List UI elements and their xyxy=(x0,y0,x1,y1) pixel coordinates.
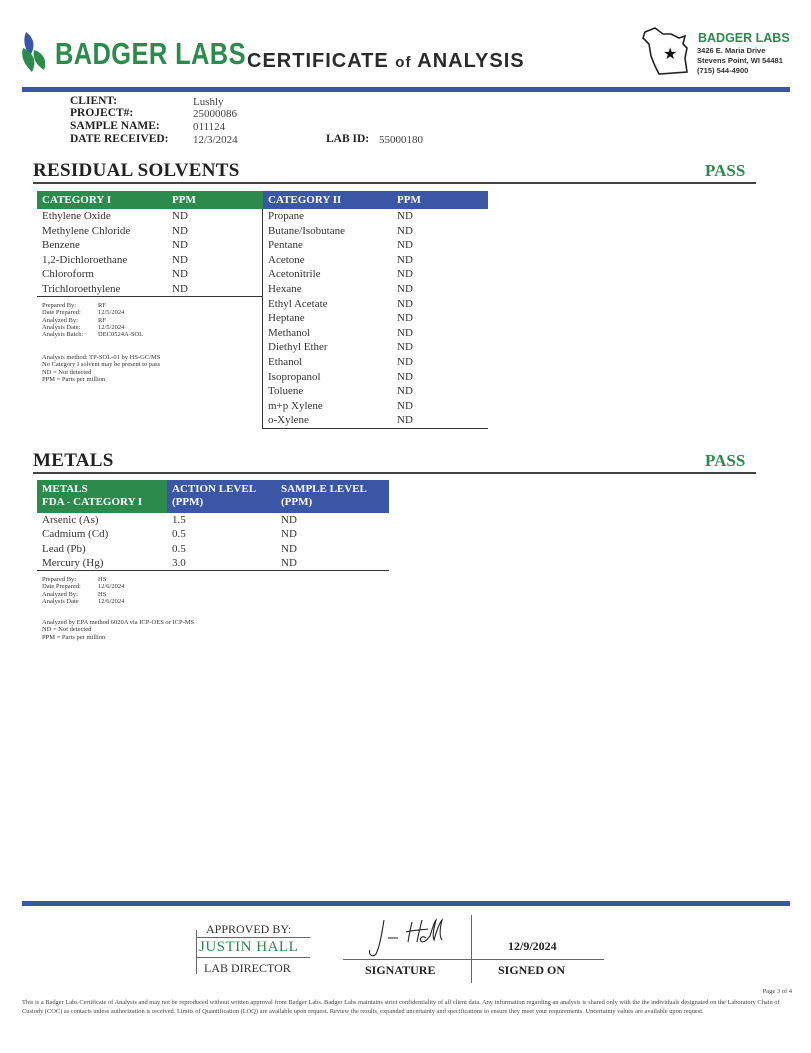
sig-divider xyxy=(471,915,472,983)
cat2-solvent-ppm: ND xyxy=(397,385,413,398)
cat2-solvent-ppm: ND xyxy=(397,210,413,222)
sample-name-label: SAMPLE NAME: xyxy=(70,120,160,132)
metals-col3-header-line2: (PPM) xyxy=(281,496,313,508)
address-line2: Stevens Point, WI 54481 xyxy=(697,56,783,65)
prep-value: 12/5/2024 xyxy=(98,323,125,331)
prep-value: HS xyxy=(98,576,107,583)
lab-phone: (715) 544-4900 xyxy=(697,66,749,75)
cat2-solvent-name: Propane xyxy=(268,210,305,222)
project-label: PROJECT#: xyxy=(70,107,134,119)
prep-value: 12/6/2024 xyxy=(98,583,125,591)
client-value: Lushly xyxy=(193,96,224,108)
metals-col3-header-line1: SAMPLE LEVEL xyxy=(281,483,367,495)
lab-id-label: LAB ID: xyxy=(326,133,370,145)
cat1-solvent-name: Trichloroethylene xyxy=(42,283,121,295)
prep-value: RF xyxy=(98,302,106,309)
client-label: CLIENT: xyxy=(70,95,118,107)
cat2-header: CATEGORY II xyxy=(263,191,392,209)
lab-address xyxy=(697,46,783,76)
cat2-solvent-name: Pentane xyxy=(268,239,303,252)
cat2-solvent-ppm: ND xyxy=(397,356,413,368)
cat1-solvent-ppm: ND xyxy=(172,239,188,252)
metal-name: Mercury (Hg) xyxy=(42,557,104,570)
metals-col2-header-line2: (PPM) xyxy=(172,496,204,508)
prep-key: Analyzed By: xyxy=(42,590,78,598)
prep-line xyxy=(42,302,143,309)
cat2-solvent-name: m+p Xylene xyxy=(268,399,323,412)
metals-status-badge: PASS xyxy=(705,451,746,470)
metals-col1-header-line1: METALS xyxy=(42,483,88,495)
lab-id-value: 55000180 xyxy=(379,134,423,146)
prep-key: Date Prepared: xyxy=(42,583,81,591)
handwritten-signature xyxy=(362,912,457,960)
cat2-solvent-name: Ethanol xyxy=(268,356,303,368)
note-line: ND = Not detected xyxy=(42,626,92,634)
metal-action-level: 3.0 xyxy=(172,557,186,570)
metal-action-level: 1.5 xyxy=(172,514,186,526)
cat2-solvent-ppm: ND xyxy=(397,297,413,310)
cat2-solvent-name: Ethyl Acetate xyxy=(268,297,328,310)
metals-col3-header xyxy=(276,480,389,513)
prep-line xyxy=(42,331,143,338)
cat2-solvent-name: Methanol xyxy=(268,326,311,339)
prep-key: Analysis Date: xyxy=(42,323,81,331)
prep-line xyxy=(42,583,124,590)
metals-col1-header xyxy=(37,480,167,513)
cat2-table-bottom-rule xyxy=(262,428,488,429)
cat1-solvent-ppm: ND xyxy=(172,253,188,266)
wisconsin-map-icon xyxy=(641,26,693,76)
prep-line xyxy=(42,576,124,583)
header-divider xyxy=(22,87,790,92)
metals-col2-header xyxy=(167,480,276,513)
cat2-solvent-name: Diethyl Ether xyxy=(268,341,328,354)
note-line: Analysis method: TP-SOL-01 by HS-GC/MS xyxy=(42,354,161,361)
cat2-solvent-name: Heptane xyxy=(268,312,305,325)
solvents-notes xyxy=(42,354,160,383)
solvents-column-divider xyxy=(262,209,263,428)
prep-key: Analyzed By: xyxy=(42,316,78,324)
solvents-section-title: RESIDUAL SOLVENTS xyxy=(33,160,240,181)
prep-line xyxy=(42,324,143,331)
prep-key: Analysis Batch: xyxy=(42,331,84,339)
cat1-solvent-ppm: ND xyxy=(172,283,188,295)
sig-left-border xyxy=(196,930,197,974)
cat2-ppm-header: PPM xyxy=(392,191,488,209)
cat1-header: CATEGORY I xyxy=(37,191,167,209)
cat2-solvent-name: Acetone xyxy=(268,253,305,266)
page-number: Page 3 of 4 xyxy=(762,988,792,995)
cat1-solvent-name: Chloroform xyxy=(42,268,94,281)
cat2-solvent-ppm: ND xyxy=(397,253,413,266)
approver-name: JUSTIN HALL xyxy=(199,939,299,955)
prep-value: 12/5/2024 xyxy=(98,309,125,317)
cat2-solvent-ppm: ND xyxy=(397,370,413,383)
prep-value: RF xyxy=(98,316,106,324)
metals-col1-header-line2: FDA - CATEGORY I xyxy=(42,496,143,508)
prep-key: Analysis Date xyxy=(42,597,79,605)
svg-text:★: ★ xyxy=(663,44,678,63)
date-received-value: 12/3/2024 xyxy=(193,134,238,146)
note-line: PPM = Parts per million xyxy=(42,633,106,641)
cat2-solvent-ppm: ND xyxy=(397,312,413,325)
signature-label: SIGNATURE xyxy=(365,963,436,977)
prep-value: DEC0524A-SOL xyxy=(98,331,144,339)
cat2-solvent-name: Acetonitrile xyxy=(268,268,321,281)
note-line: PPM = Parts per million xyxy=(42,375,106,383)
cat1-solvent-name: Ethylene Oxide xyxy=(42,210,111,222)
metal-sample-level: ND xyxy=(281,528,297,541)
metals-col2-header-line1: ACTION LEVEL xyxy=(172,483,257,495)
metals-notes xyxy=(42,619,194,641)
cat2-solvent-name: Toluene xyxy=(268,385,304,398)
solvents-section-rule xyxy=(33,182,756,184)
footer-divider xyxy=(22,901,790,906)
footer-disclaimer: This is a Badger Labs Certificate of Analysis and may not be reproduced without written approval from Badger Labs. Badger Labs maintains strict confidentiality of all client data. Any information regarding an analysis is shared only with the the individuals designated on the Laboratory Chain of Custody (COC) as contacts unless authorization is received. Limits of Quantification (LOQ) are available upon request. Review the results, expanded uncertainty and specifications to ensure they meet your requirements. Uncertainty values are available upon request. xyxy=(22,999,780,1015)
approver-role: LAB DIRECTOR xyxy=(204,961,291,975)
note-line: Analyzed by EPA method 6020A via ICP-OES or ICP-MS xyxy=(42,619,195,626)
address-line1: 3426 E. Maria Drive xyxy=(697,46,766,55)
cat2-solvent-ppm: ND xyxy=(397,268,413,281)
metal-sample-level: ND xyxy=(281,514,297,526)
prep-key: Prepared By: xyxy=(42,302,77,309)
prep-line xyxy=(42,317,143,324)
metals-prep-info xyxy=(42,576,124,605)
cat1-solvent-ppm: ND xyxy=(172,210,188,222)
cat1-ppm-header: PPM xyxy=(167,191,263,209)
approver-name-rule xyxy=(196,957,310,958)
signature-rule xyxy=(343,959,471,960)
metal-name: Lead (Pb) xyxy=(42,542,86,555)
solvents-status-badge: PASS xyxy=(705,161,746,180)
title-part2: ANALYSIS xyxy=(417,50,525,72)
cat2-solvent-ppm: ND xyxy=(397,341,413,354)
signed-on-rule xyxy=(471,959,604,960)
document-title xyxy=(247,50,525,73)
note-line: ND = Not detected xyxy=(42,368,92,376)
signed-on-label: SIGNED ON xyxy=(498,963,566,977)
prep-line xyxy=(42,309,143,316)
cat2-solvent-ppm: ND xyxy=(397,239,413,252)
cat1-solvent-name: Benzene xyxy=(42,239,80,252)
sample-name-value: 011124 xyxy=(193,121,226,133)
prep-value: HS xyxy=(98,590,107,598)
metals-section-title: METALS xyxy=(33,450,114,471)
metal-action-level: 0.5 xyxy=(172,528,186,541)
note-line: No Category I solvent may be present to pass xyxy=(42,361,161,369)
badger-leaf-logo-icon xyxy=(20,30,50,74)
solvents-prep-info xyxy=(42,302,143,338)
cat1-solvent-name: Methylene Chloride xyxy=(42,224,131,237)
prep-line xyxy=(42,598,124,605)
approved-by-label: APPROVED BY: xyxy=(206,922,292,936)
metal-sample-level: ND xyxy=(281,542,297,555)
prep-key: Prepared By: xyxy=(42,576,77,583)
brand-name: BADGER LABS xyxy=(55,36,246,71)
cat2-solvent-name: Hexane xyxy=(268,283,302,295)
metal-action-level: 0.5 xyxy=(172,542,186,555)
prep-value: 12/6/2024 xyxy=(98,597,125,605)
cat2-solvent-ppm: ND xyxy=(397,326,413,339)
prep-line xyxy=(42,591,124,598)
cat2-solvent-name: Butane/Isobutane xyxy=(268,224,345,237)
cat2-solvent-ppm: ND xyxy=(397,224,413,237)
metal-name: Cadmium (Cd) xyxy=(42,528,109,541)
metal-name: Arsenic (As) xyxy=(42,514,99,526)
lab-name: BADGER LABS xyxy=(698,31,790,45)
title-of: of xyxy=(395,54,412,71)
cat1-table-bottom-rule xyxy=(37,296,262,297)
cat2-solvent-ppm: ND xyxy=(397,399,413,412)
title-part1: CERTIFICATE xyxy=(247,50,389,72)
metals-section-rule xyxy=(33,472,756,474)
cat2-solvent-ppm: ND xyxy=(397,414,413,427)
prep-key: Date Prepared: xyxy=(42,309,81,317)
cat2-solvent-name: o-Xylene xyxy=(268,414,309,427)
cat1-solvent-ppm: ND xyxy=(172,224,188,237)
metals-table-bottom-rule xyxy=(37,570,389,571)
signed-on-date: 12/9/2024 xyxy=(508,939,557,953)
project-value: 25000086 xyxy=(193,108,237,120)
cat2-solvent-ppm: ND xyxy=(397,283,413,295)
approved-by-rule xyxy=(196,937,310,938)
cat1-solvent-ppm: ND xyxy=(172,268,188,281)
cat2-solvent-name: Isopropanol xyxy=(268,370,321,383)
metal-sample-level: ND xyxy=(281,557,297,570)
cat1-solvent-name: 1,2-Dichloroethane xyxy=(42,253,128,266)
date-received-label: DATE RECEIVED: xyxy=(70,133,169,145)
